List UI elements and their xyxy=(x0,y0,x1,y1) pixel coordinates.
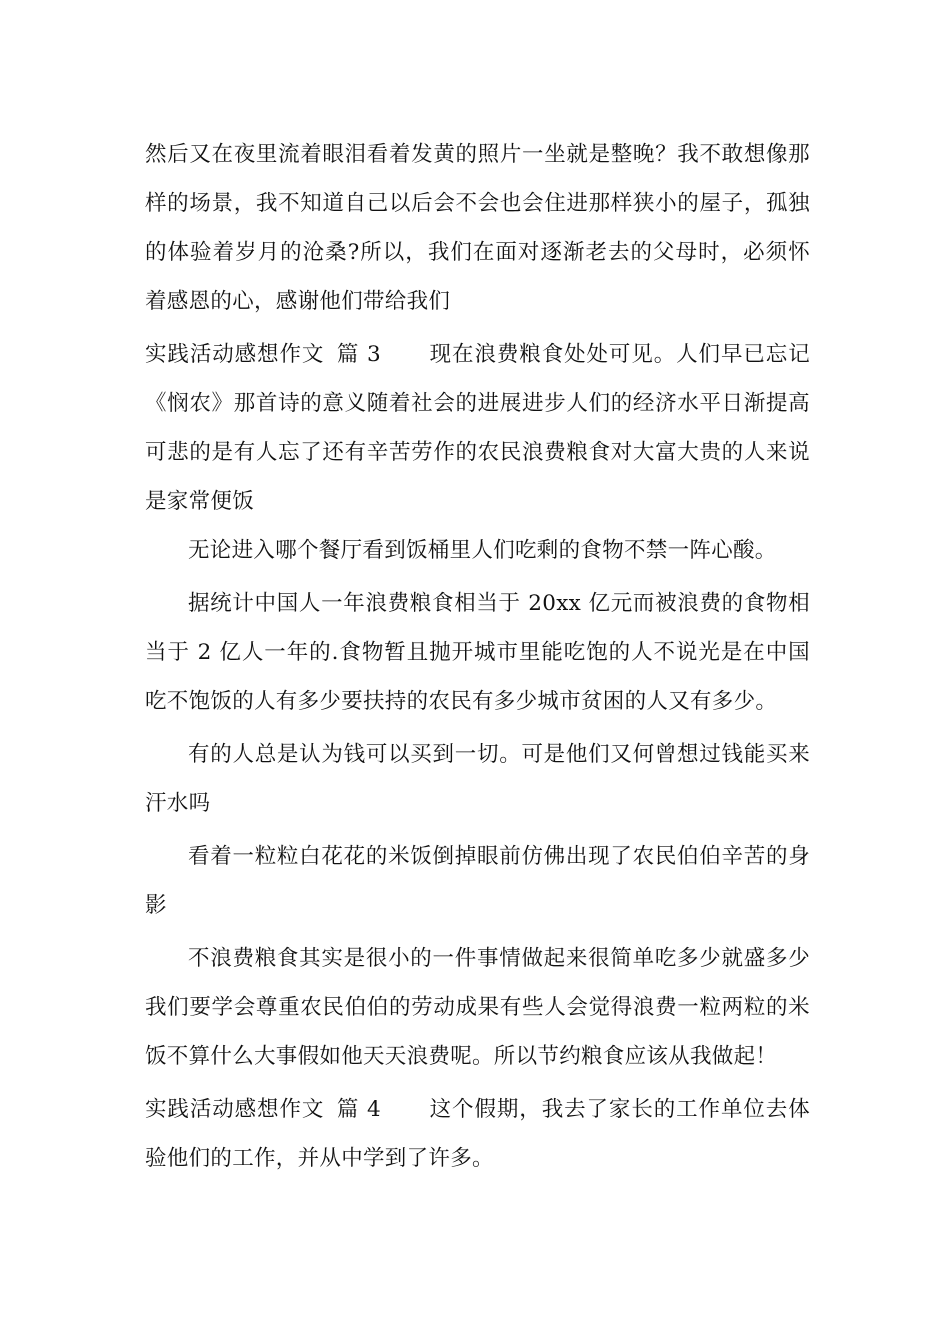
paragraph-section-3 xyxy=(145,330,810,526)
paragraph-continuation: 然后又在夜里流着眼泪看着发黄的照片一坐就是整晚？我不敢想像那样的场景，我不知道自己以后会不会也会住进那样狭小的屋子，孤独的体验着岁月的沧桑?所以，我们在面对逐渐老去的父母时，必须怀着感恩的心，感谢他们带给我们 xyxy=(145,142,810,314)
section-number: 篇 3 xyxy=(336,342,382,367)
section-title: 实践活动感想作文 xyxy=(145,342,325,367)
paragraph: 有的人总是认为钱可以买到一切。可是他们又何曾想过钱能买来汗水吗 xyxy=(145,742,810,816)
paragraph: 据统计中国人一年浪费粮食相当于 20xx 亿元而被浪费的食物相当于 2 亿人一年的.食物暂且抛开城市里能吃饱的人不说光是在中国吃不饱饭的人有多少要扶持的农民有多少城市贫困的人又有多少。 xyxy=(145,591,810,714)
document-body xyxy=(145,130,810,1183)
paragraph: 看着一粒粒白花花的米饭倒掉眼前仿佛出现了农民伯伯辛苦的身影 xyxy=(145,844,810,918)
section-title: 实践活动感想作文 xyxy=(145,1097,325,1122)
paragraph-section-4 xyxy=(145,1085,810,1183)
section-number: 篇 4 xyxy=(336,1097,382,1122)
paragraph: 不浪费粮食其实是很小的一件事情做起来很简单吃多少就盛多少我们要学会尊重农民伯伯的劳动成果有些人会觉得浪费一粒两粒的米饭不算什么大事假如他天天浪费呢。所以节约粮食应该从我做起！ xyxy=(145,946,810,1069)
paragraph: 无论进入哪个餐厅看到饭桶里人们吃剩的食物不禁一阵心酸。 xyxy=(188,538,777,563)
section-text: 这个假期，我去了家长的工作单位去体验他们的工作，并从中学到了许多。 xyxy=(145,1097,810,1171)
section-text: 现在浪费粮食处处可见。人们早已忘记《悯农》那首诗的意义随着社会的进展进步人们的经济水平日渐提高可悲的是有人忘了还有辛苦劳作的农民浪费粮食对大富大贵的人来说是家常便饭 xyxy=(145,342,810,514)
